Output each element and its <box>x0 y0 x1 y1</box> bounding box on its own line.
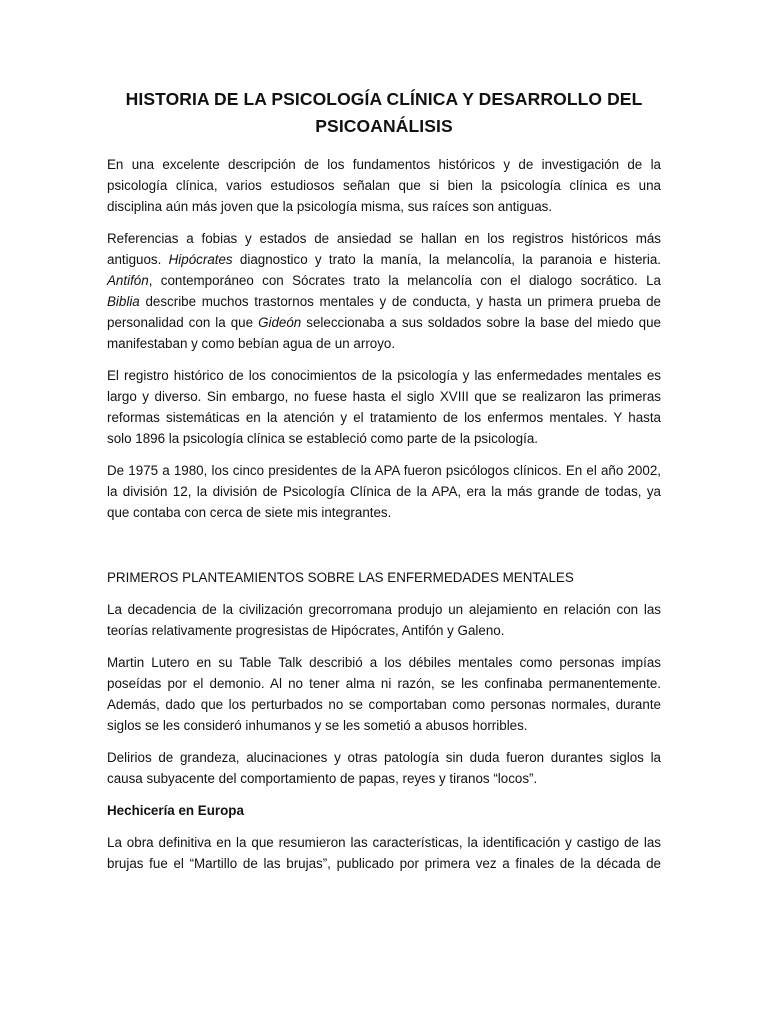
text-line: Delirios de grandeza, alucinaciones y otras patología sin duda fueron durantes siglos la <box>107 750 661 765</box>
text-line: El registro histórico de los conocimientos de la psicología y las enfermedades mentales es <box>107 368 661 383</box>
paragraph-lutero <box>107 652 661 736</box>
sub-heading: Hechicería en Europa <box>107 803 244 818</box>
section-heading: PRIMEROS PLANTEAMIENTOS SOBRE LAS ENFERMEDADES MENTALES <box>107 570 574 585</box>
paragraph-historical-record <box>107 365 661 449</box>
text-line <box>107 291 661 312</box>
text-run: diagnostico y trato la manía, la melancolía, la paranoia e histeria. <box>232 252 661 267</box>
paragraph-references <box>107 228 661 354</box>
title-line: HISTORIA DE LA PSICOLOGÍA CLÍNICA Y DESARROLLO DEL <box>125 89 643 109</box>
text-line: la división 12, la división de Psicología Clínica de la APA, era la más grande de todas, ya <box>107 484 661 499</box>
document-title <box>107 86 661 140</box>
paragraph-martillo <box>107 832 661 874</box>
text-line: brujas fue el “Martillo de las brujas”, publicado por primera vez a finales de la década de <box>107 856 661 871</box>
text-line: que contaba con cerca de siete mis integrantes. <box>107 505 392 520</box>
text-line <box>107 312 661 333</box>
paragraph-intro <box>107 154 661 217</box>
text-line: Martin Lutero en su Table Talk describió a los débiles mentales como personas impías <box>107 655 661 670</box>
text-line: De 1975 a 1980, los cinco presidentes de la APA fueron psicólogos clínicos. En el año 2002, <box>107 463 661 478</box>
text-line <box>107 249 661 270</box>
title-line: PSICOANÁLISIS <box>315 116 453 136</box>
text-line: Referencias a fobias y estados de ansiedad se hallan en los registros históricos más <box>107 231 661 246</box>
text-run: , contemporáneo con Sócrates trato la melancolía con el dialogo socrático. La <box>148 273 661 288</box>
text-line: teorías relativamente progresistas de Hipócrates, Antifón y Galeno. <box>107 623 505 638</box>
document-page <box>107 86 661 885</box>
text-line: reformas sistemáticas en la atención y el tratamiento de los enfermos mentales. Y hasta <box>107 410 661 425</box>
text-line: causa subyacente del comportamiento de papas, reyes y tiranos “locos”. <box>107 771 538 786</box>
paragraph-delirios <box>107 747 661 789</box>
text-run: personalidad con la que <box>107 315 259 330</box>
text-line: Además, dado que los perturbados no se comportaban como personas normales, durante <box>107 697 661 712</box>
text-line: largo y diverso. Sin embargo, no fuese hasta el siglo XVIII que se realizaron las primeras <box>107 389 661 404</box>
text-line: psicología clínica, varios estudiosos señalan que si bien la psicología clínica es una <box>107 178 661 193</box>
text-line: disciplina aún más joven que la psicología misma, sus raíces son antiguas. <box>107 199 553 214</box>
text-line <box>107 270 661 291</box>
italic-name: Hipócrates <box>168 252 233 267</box>
italic-name: Biblia <box>107 294 140 309</box>
text-line: siglos se les consideró inhumanos y se les sometió a abusos horribles. <box>107 718 528 733</box>
paragraph-apa <box>107 460 661 523</box>
text-run: seleccionaba a sus soldados sobre la base del miedo que <box>301 315 661 330</box>
text-line: La decadencia de la civilización grecorromana produjo un alejamiento en relación con las <box>107 602 661 617</box>
text-line: manifestaban y como bebían agua de un arroyo. <box>107 336 396 351</box>
text-line: poseídas por el demonio. Al no tener alma ni razón, se les confinaba permanentemente. <box>107 676 661 691</box>
italic-name: Antifón <box>107 273 149 288</box>
text-run: antiguos. <box>107 252 169 267</box>
text-run: describe muchos trastornos mentales y de conducta, y hasta un primera prueba de <box>139 294 661 309</box>
italic-name: Gideón <box>258 315 302 330</box>
text-line: En una excelente descripción de los fundamentos históricos y de investigación de la <box>107 157 661 172</box>
text-line: solo 1896 la psicología clínica se estableció como parte de la psicología. <box>107 431 538 446</box>
text-line: La obra definitiva en la que resumieron las características, la identificación y castigo de las <box>107 835 661 850</box>
paragraph-decadence <box>107 599 661 641</box>
